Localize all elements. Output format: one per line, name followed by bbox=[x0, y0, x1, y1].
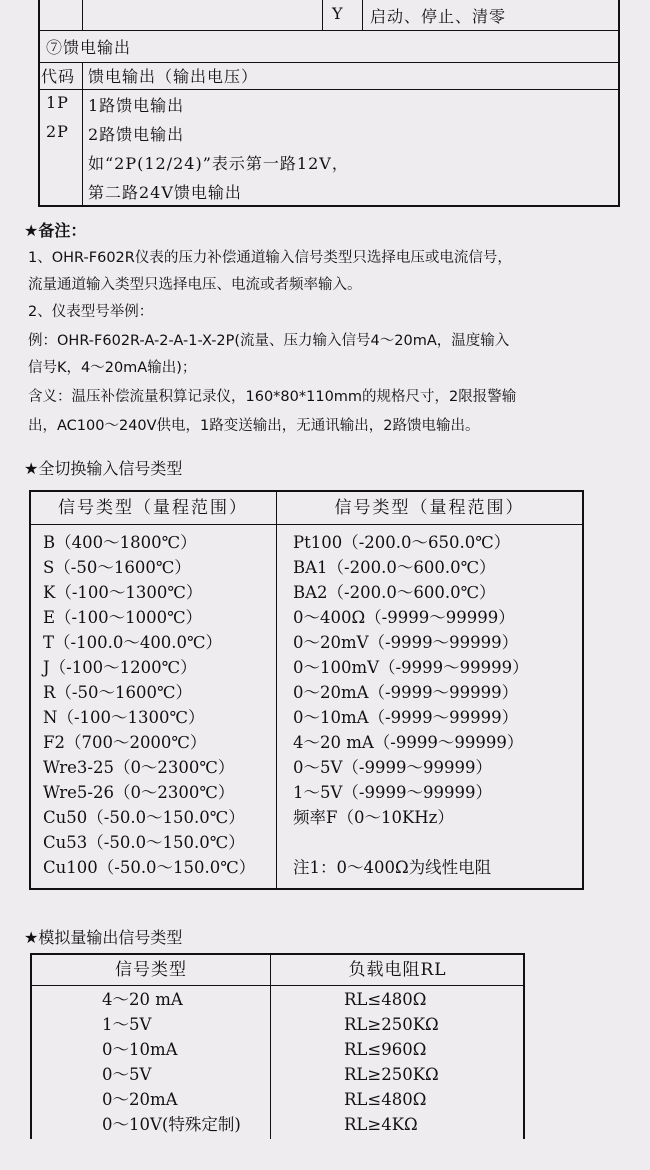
output-signal-cell: 0～10mA bbox=[102, 1040, 178, 1059]
input-signal-table bbox=[29, 490, 584, 890]
input-left-item: S（-50～1600℃） bbox=[43, 558, 191, 577]
output-load-cell: RL≤960Ω bbox=[344, 1040, 427, 1059]
feed-output-table bbox=[38, 0, 620, 207]
input-left-item: K（-100～1300℃） bbox=[43, 583, 203, 602]
output-load-cell: RL≥250KΩ bbox=[344, 1015, 439, 1034]
input-right-item: BA2（-200.0～600.0℃） bbox=[293, 583, 496, 602]
input-left-item: E（-100～1000℃） bbox=[43, 608, 203, 627]
input-left-item: Cu53（-50.0～150.0℃） bbox=[43, 833, 245, 852]
note-line: 含义：温压补偿流量积算记录仪，160*80*110mm的规格尺寸，2限报警输 bbox=[28, 389, 517, 405]
input-left-item: T（-100.0～400.0℃） bbox=[43, 633, 223, 652]
input-header-right: 信号类型（量程范围） bbox=[334, 498, 525, 518]
input-section-title: ★全切换输入信号类型 bbox=[24, 459, 183, 478]
output-signal-cell: 0～20mA bbox=[102, 1090, 178, 1109]
feed-header-code: 代码 bbox=[41, 67, 76, 86]
note-line: 2、仪表型号举例： bbox=[28, 304, 154, 320]
output-signal-cell: 1～5V bbox=[102, 1015, 152, 1034]
feed-top-code: Y bbox=[332, 4, 344, 23]
column-divider bbox=[322, 0, 323, 30]
input-left-item: F2（700～2000℃） bbox=[43, 733, 207, 752]
feed-row-desc: 如“2P(12/24)”表示第一路12V， bbox=[88, 154, 349, 173]
input-left-item: Cu100（-50.0～150.0℃） bbox=[43, 858, 256, 877]
input-right-item: Pt100（-200.0～650.0℃） bbox=[293, 533, 511, 552]
column-divider bbox=[270, 955, 271, 1139]
column-divider bbox=[362, 0, 363, 30]
notes-title: ★备注： bbox=[24, 221, 87, 240]
input-right-item: 频率F（0～10KHz） bbox=[293, 808, 454, 827]
feed-row-code: 2P bbox=[46, 122, 69, 141]
output-header-load: 负载电阻RL bbox=[348, 960, 447, 980]
input-right-item: 0～20mV（-9999～99999） bbox=[293, 633, 519, 652]
column-divider bbox=[276, 492, 277, 888]
feed-header-desc: 馈电输出（输出电压） bbox=[88, 67, 259, 86]
output-section-title: ★模拟量输出信号类型 bbox=[24, 928, 183, 947]
output-signal-cell: 0～5V bbox=[102, 1065, 152, 1084]
input-right-item: 4～20 mA（-9999～99999） bbox=[293, 733, 524, 752]
input-left-item: Wre5-26（0～2300℃） bbox=[43, 783, 235, 802]
input-right-item: BA1（-200.0～600.0℃） bbox=[293, 558, 496, 577]
output-load-cell: RL≤480Ω bbox=[344, 990, 427, 1009]
input-right-item: 注1：0～400Ω为线性电阻 bbox=[293, 858, 492, 877]
feed-row-desc: 第二路24V馈电输出 bbox=[88, 183, 242, 202]
input-right-item: 0～400Ω（-9999～99999） bbox=[293, 608, 515, 627]
note-line: 例：OHR-F602R-A-2-A-1-X-2P(流量、压力输入信号4～20mA，温度输入 bbox=[28, 333, 510, 349]
input-right-item: 0～20mA（-9999～99999） bbox=[293, 683, 519, 702]
note-line: 1、OHR-F602R仪表的压力补偿通道输入信号类型只选择电压或电流信号， bbox=[28, 250, 512, 266]
column-divider bbox=[82, 0, 83, 30]
input-left-item: J（-100～1200℃） bbox=[43, 658, 197, 677]
note-line: 出，AC100～240V供电，1路变送输出，无通讯输出，2路馈电输出。 bbox=[28, 418, 480, 434]
header-divider bbox=[32, 985, 523, 986]
feed-row-code: 1P bbox=[46, 93, 69, 112]
note-line: 流量通道输入类型只选择电压、电流或者频率输入。 bbox=[28, 277, 362, 293]
input-left-item: N（-100～1300℃） bbox=[43, 708, 205, 727]
input-left-item: B（400～1800℃） bbox=[43, 533, 197, 552]
input-right-item: 0～5V（-9999～99999） bbox=[293, 758, 492, 777]
row-divider bbox=[40, 30, 618, 31]
output-header-signal: 信号类型 bbox=[115, 960, 187, 980]
input-left-item: Wre3-25（0～2300℃） bbox=[43, 758, 235, 777]
feed-row-desc: 2路馈电输出 bbox=[88, 125, 185, 144]
output-load-cell: RL≥4KΩ bbox=[344, 1115, 418, 1134]
row-divider bbox=[40, 89, 618, 90]
column-divider bbox=[82, 62, 83, 207]
input-left-item: R（-50～1600℃） bbox=[43, 683, 192, 702]
input-left-item: Cu50（-50.0～150.0℃） bbox=[43, 808, 245, 827]
output-signal-cell: 0～10V(特殊定制) bbox=[102, 1115, 241, 1134]
feed-top-desc: 启动、停止、清零 bbox=[370, 7, 507, 26]
output-load-cell: RL≥250KΩ bbox=[344, 1065, 439, 1084]
feed-row-desc: 1路馈电输出 bbox=[88, 96, 185, 115]
row-divider bbox=[40, 62, 618, 63]
input-right-item: 1～5V（-9999～99999） bbox=[293, 783, 492, 802]
output-load-cell: RL≤480Ω bbox=[344, 1090, 427, 1109]
feed-section-title: ⑦馈电输出 bbox=[46, 38, 132, 57]
header-divider bbox=[31, 524, 582, 525]
input-right-item: 0～100mV（-9999～99999） bbox=[293, 658, 529, 677]
output-signal-cell: 4～20 mA bbox=[102, 990, 183, 1009]
input-header-left: 信号类型（量程范围） bbox=[58, 498, 248, 518]
output-signal-table bbox=[30, 953, 525, 1139]
note-line: 信号K，4～20mA输出)； bbox=[28, 360, 197, 376]
input-right-item: 0～10mA（-9999～99999） bbox=[293, 708, 519, 727]
